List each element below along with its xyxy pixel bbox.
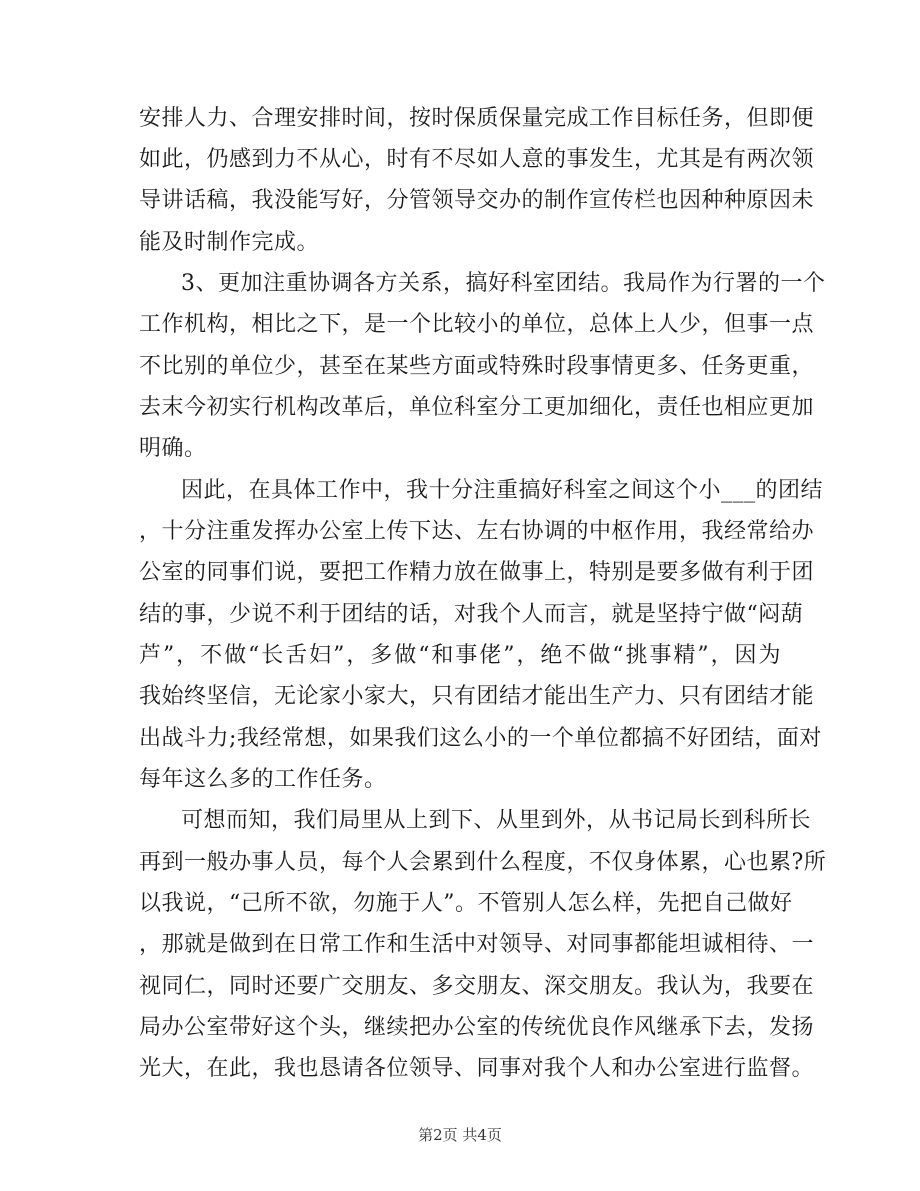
text-line: ，那就是做到在日常工作和生活中对领导、对同事都能坦诚相待、一	[139, 932, 815, 957]
text-line: 3、更加注重协调各方关系，搞好科室团结。我局作为行署的一个	[181, 271, 826, 296]
page-number: 第2页 共4页	[418, 1126, 502, 1144]
text-line: 如此，仍感到力不从心，时有不尽如人意的事发生，尤其是有两次领	[139, 147, 815, 172]
text-line: 能及时制作完成。	[139, 230, 320, 255]
text-line: 出战斗力;我经常想，如果我们这么小的一个单位都搞不好团结，面对	[139, 726, 822, 751]
text-line: 视同仁，同时还要广交朋友、多交朋友、深交朋友。我认为，我要在	[139, 974, 815, 999]
text-line: 不比别的单位少，甚至在某些方面或特殊时段事情更多、任务更重，	[139, 354, 815, 379]
text-line: 明确。	[139, 436, 207, 461]
text-line: 导讲话稿，我没能写好，分管领导交办的制作宣传栏也因种种原因未	[139, 188, 815, 213]
text-line: 结的事，少说不利于团结的话，对我个人而言，就是坚持宁做“闷葫	[139, 602, 804, 627]
text-line: 可想而知，我们局里从上到下、从里到外，从书记局长到科所长	[181, 808, 812, 833]
text-line: 我始终坚信，无论家小家大，只有团结才能出生产力、只有团结才能	[139, 684, 815, 709]
text-line: 公室的同事们说，要把工作精力放在做事上，特别是要多做有利于团	[139, 560, 815, 585]
text-line: 去末今初实行机构改革后，单位科室分工更加细化，责任也相应更加	[139, 395, 815, 420]
text-line: 以我说，“己所不欲，勿施于人”。不管别人怎么样，先把自己做好	[139, 891, 793, 916]
text-line: 每年这么多的工作任务。	[139, 767, 387, 792]
text-line: 工作机构，相比之下，是一个比较小的单位，总体上人少，但事一点	[139, 312, 815, 337]
text-line: 光大，在此，我也恳请各位领导、同事对我个人和办公室进行监督。	[139, 1056, 815, 1081]
text-line: 再到一般办事人员，每个人会累到什么程度，不仅身体累，心也累?所	[139, 850, 827, 875]
text-line: 因此，在具体工作中，我十分注重搞好科室之间这个小___的团结	[181, 478, 824, 503]
text-line: 安排人力、合理安排时间，按时保质保量完成工作目标任务，但即便	[139, 106, 815, 131]
text-line: 芦”，不做“长舌妇”，多做“和事佬”，绝不做“挑事精”，因为	[139, 643, 781, 668]
text-line: ，十分注重发挥办公室上传下达、左右协调的中枢作用，我经常给办	[139, 519, 815, 544]
text-line: 局办公室带好这个头，继续把办公室的传统优良作风继承下去，发扬	[139, 1015, 815, 1040]
